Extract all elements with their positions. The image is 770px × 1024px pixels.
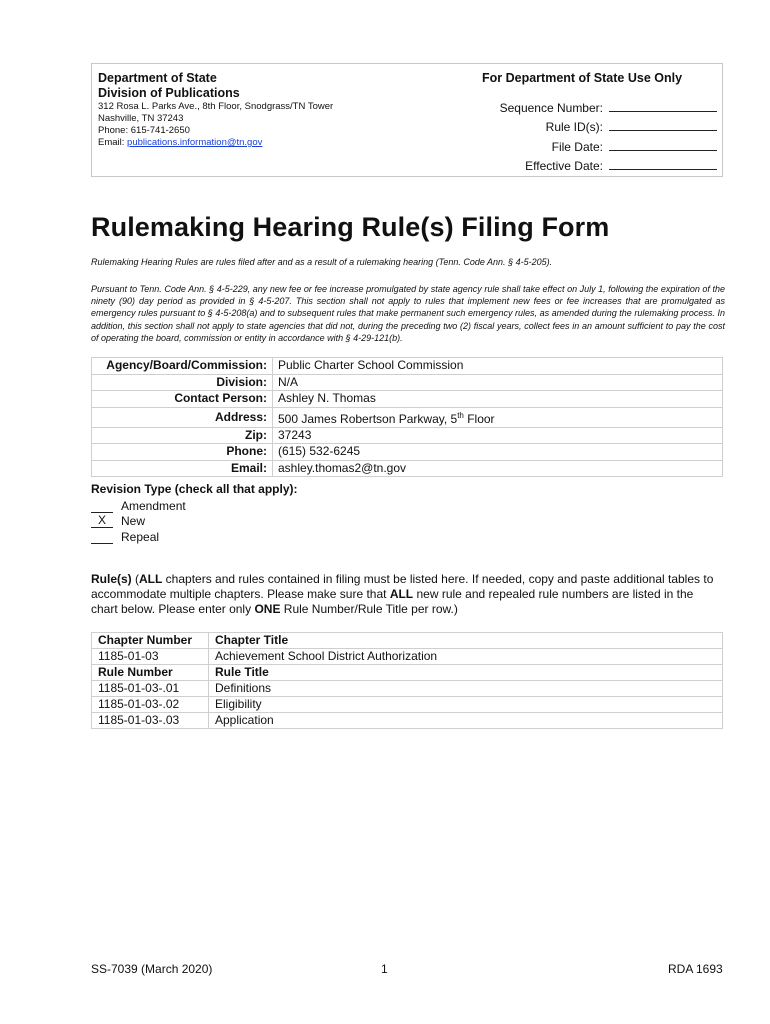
department-info — [98, 71, 458, 149]
page-number: 1 — [381, 962, 388, 976]
chapter-number[interactable]: 1185-01-03 — [92, 649, 209, 665]
rule-number[interactable]: 1185-01-03-.02 — [92, 697, 209, 713]
revision-checkmark[interactable] — [91, 529, 113, 544]
phone-value[interactable]: (615) 532-6245 — [273, 444, 723, 461]
revision-checkmark[interactable] — [91, 498, 113, 513]
table-header-row: Rule Number Rule Title — [92, 665, 723, 681]
agency-value[interactable]: Public Charter School Commission — [273, 358, 723, 375]
table-row — [92, 681, 723, 697]
department-name: Department of State — [98, 71, 217, 85]
department-email-link[interactable]: publications.information@tn.gov — [127, 137, 263, 148]
revision-option-repeal[interactable]: Repeal — [91, 528, 298, 544]
header-box — [91, 63, 723, 177]
table-row — [92, 649, 723, 665]
rules-table — [91, 632, 723, 729]
rule-title[interactable]: Definitions — [209, 681, 723, 697]
table-row: Contact Person: Ashley N. Thomas — [92, 391, 723, 408]
table-row — [92, 713, 723, 729]
table-row: Agency/Board/Commission: Public Charter School Commission — [92, 358, 723, 375]
effective-date-field: Effective Date: — [482, 154, 717, 174]
table-row — [92, 697, 723, 713]
revision-type-title: Revision Type (check all that apply): — [91, 482, 298, 496]
rule-ids-line[interactable] — [609, 118, 717, 131]
file-date-line[interactable] — [609, 138, 717, 151]
table-row: Address: 500 James Robertson Parkway, 5th Floor — [92, 407, 723, 427]
table-header-row: Chapter Number Chapter Title — [92, 633, 723, 649]
rule-number[interactable]: 1185-01-03-.01 — [92, 681, 209, 697]
division-name: Division of Publications — [98, 86, 240, 100]
address-line-2: Nashville, TN 37243 — [98, 113, 184, 124]
revision-option-new[interactable]: X New — [91, 513, 298, 529]
contact-person-value[interactable]: Ashley N. Thomas — [273, 391, 723, 408]
table-row: Division: N/A — [92, 374, 723, 391]
zip-value[interactable]: 37243 — [273, 427, 723, 444]
sequence-number-line[interactable] — [609, 99, 717, 112]
effective-date-line[interactable] — [609, 157, 717, 170]
office-use-section — [482, 71, 717, 173]
fee-notice-text: Pursuant to Tenn. Code Ann. § 4-5-229, any new fee or fee increase promulgated by state agency rule shall take effect on July 1, following the expiration of the ninety (90) day period as provided in § 4-5-207. This section shall not apply to rules that implement new fees or fee increases that are promulgated as emergency rules pursuant to § 4-5-208(a) and to subsequent rules that make permanent such emergency rules, as amended during the rulemaking process. In addition, this section shall not apply to state agencies that did not, during the preceding two (2) fiscal years, collect fees in an amount sufficient to pay the cost of operating the board, commission or entity in accordance with § 4-29-121(b). — [91, 284, 725, 343]
rule-number[interactable]: 1185-01-03-.03 — [92, 713, 209, 729]
department-phone: Phone: 615-741-2650 — [98, 125, 190, 136]
revision-option-amendment[interactable]: Amendment — [91, 497, 298, 513]
rule-title[interactable]: Eligibility — [209, 697, 723, 713]
chapter-title[interactable]: Achievement School District Authorization — [209, 649, 723, 665]
table-row: Email: ashley.thomas2@tn.gov — [92, 460, 723, 477]
department-email-row — [98, 137, 458, 149]
form-number: SS-7039 (March 2020) — [91, 962, 213, 976]
rules-instructions: Rule(s) (ALL chapters and rules contained in filing must be listed here. If needed, copy and paste additional tables to accommodate multiple chapters. Please make sure that ALL new rule and repealed rule numbers are listed in the chart below. Please enter only ONE Rule Number/Rule Title per row.) — [91, 572, 714, 616]
file-date-field: File Date: — [482, 134, 717, 154]
office-use-title: For Department of State Use Only — [482, 71, 683, 85]
revision-checkmark[interactable]: X — [91, 513, 113, 528]
email-value[interactable]: ashley.thomas2@tn.gov — [273, 460, 723, 477]
revision-type-section — [91, 482, 298, 544]
address-value[interactable]: 500 James Robertson Parkway, 5th Floor — [273, 407, 723, 427]
intro-text: Rulemaking Hearing Rules are rules filed after and as a result of a rulemaking hearing (Tenn. Code Ann. § 4-5-205). — [91, 257, 553, 267]
division-value[interactable]: N/A — [273, 374, 723, 391]
address-line-1: 312 Rosa L. Parks Ave., 8th Floor, Snodgrass/TN Tower — [98, 101, 334, 112]
email-label: Email: — [98, 137, 128, 148]
rule-title[interactable]: Application — [209, 713, 723, 729]
agency-info-table — [91, 357, 723, 477]
table-row: Phone: (615) 532-6245 — [92, 444, 723, 461]
rule-ids-field: Rule ID(s): — [482, 115, 717, 135]
page-title: Rulemaking Hearing Rule(s) Filing Form — [91, 212, 610, 242]
rda-number: RDA 1693 — [668, 962, 723, 976]
sequence-number-field: Sequence Number: — [482, 95, 717, 115]
table-row: Zip: 37243 — [92, 427, 723, 444]
